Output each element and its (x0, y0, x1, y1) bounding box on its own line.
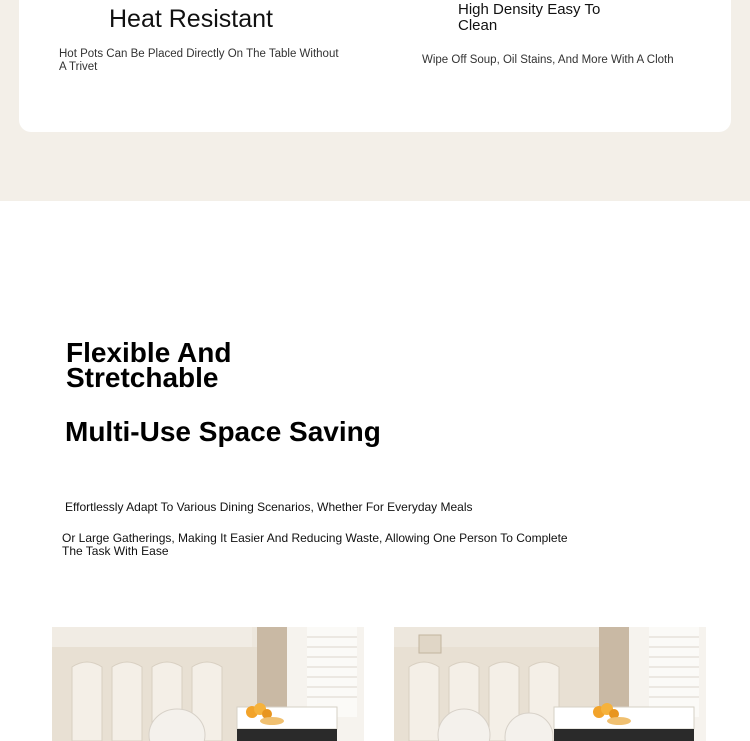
heat-resistant-description: Hot Pots Can Be Placed Directly On The Table Without A Trivet (59, 48, 339, 73)
feature-card (19, 0, 731, 132)
product-photo-compact (52, 627, 364, 741)
heat-resistant-title: Heat Resistant (109, 5, 273, 33)
headline-block (66, 337, 326, 393)
easy-clean-description: Wipe Off Soup, Oil Stains, And More With A Cloth (422, 54, 674, 66)
product-photo-extended (394, 627, 706, 741)
section-body-line-2: Or Large Gatherings, Making It Easier And Reducing Waste, Allowing One Person To Complete The Task With Ease (62, 531, 568, 558)
feature-band (0, 0, 750, 201)
section-headline: Flexible And Stretchable (66, 337, 232, 393)
section-subheadline: Multi-Use Space Saving (65, 416, 381, 447)
easy-clean-title: High Density Easy To Clean (458, 1, 601, 34)
dining-room-illustration (52, 627, 364, 741)
dining-room-illustration-extended (394, 627, 706, 741)
section-body-line-1: Effortlessly Adapt To Various Dining Scenarios, Whether For Everyday Meals (65, 500, 473, 514)
